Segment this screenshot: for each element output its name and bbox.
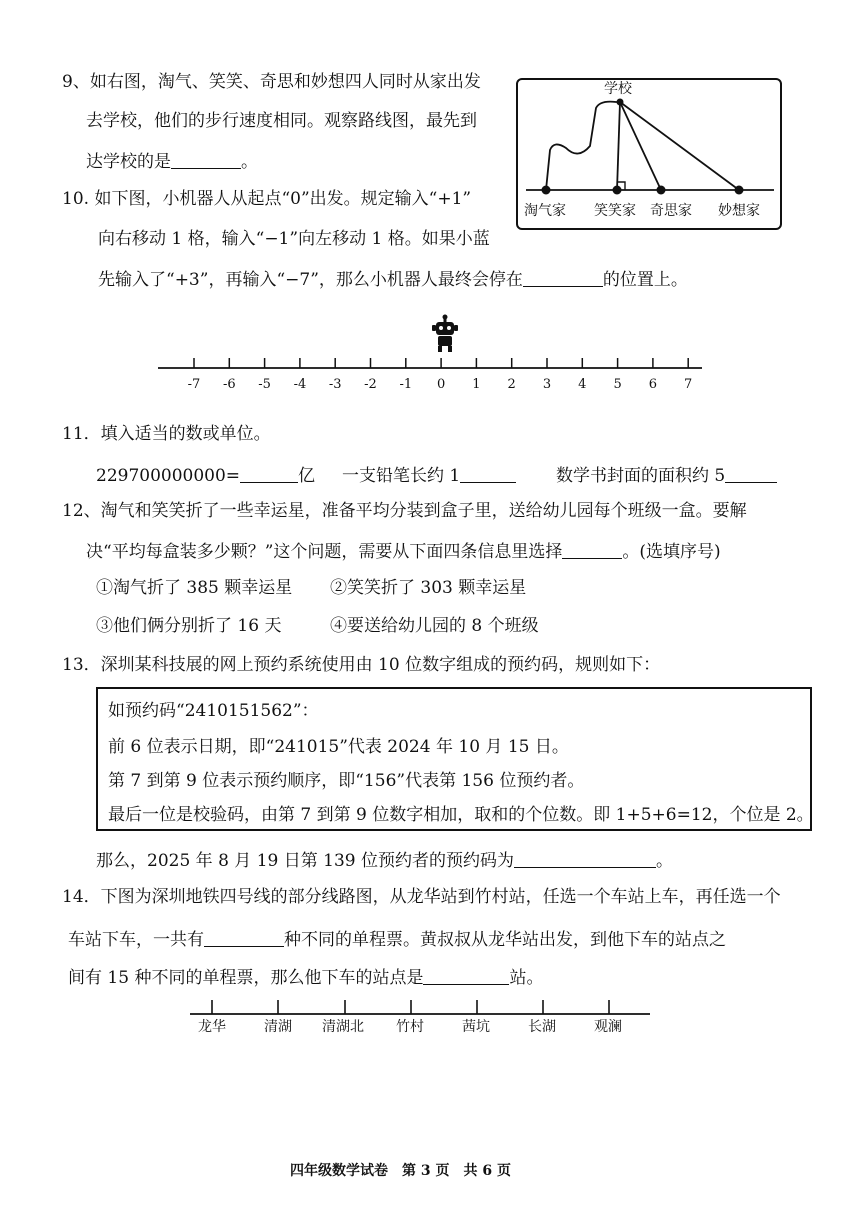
- subway-line: [0, 998, 867, 1018]
- number-line-tick-label: -7: [187, 377, 201, 392]
- q13-box-line4: 最后一位是校验码，由第 7 到第 9 位数字相加，取和的个位数。即 1+5+6=12，个位是 2。: [108, 805, 814, 825]
- q10-line3: 先输入了“+3”，再输入“−7”，那么小机器人最终会停在 的位置上。: [98, 270, 688, 290]
- number-line-tick-label: -6: [222, 377, 236, 392]
- number-line-tick-label: 1: [472, 377, 481, 392]
- q14-blank2[interactable]: [423, 968, 509, 985]
- q12-line1: 12、淘气和笑笑折了一些幸运星，准备平均分装到盒子里，送给幼儿园每个班级一盒。要解: [62, 501, 747, 521]
- station-qinghubei: 清湖北: [322, 1019, 364, 1035]
- q13-box-line2: 前 6 位表示日期，即“241015”代表 2024 年 10 月 15 日。: [108, 737, 569, 757]
- q11-item3: 数学书封面的面积约 5: [556, 466, 777, 485]
- q12-option4: ④要送给幼儿园的 8 个班级: [330, 616, 539, 636]
- q11-item2: 一支铅笔长约 1: [342, 466, 516, 485]
- station-guanlan: 观澜: [594, 1019, 622, 1035]
- q12-answer-blank[interactable]: [562, 542, 622, 559]
- number-line-tick-label: -4: [293, 377, 307, 392]
- q11-blank3[interactable]: [725, 466, 777, 483]
- q11-blank1[interactable]: [240, 466, 298, 483]
- home-label-taoqi: 淘气家: [524, 203, 566, 219]
- q10-answer-blank[interactable]: [523, 270, 603, 287]
- number-line-tick-label: 0: [436, 377, 446, 392]
- number-line-tick-label: 7: [684, 377, 693, 392]
- number-line-tick-label: -1: [399, 377, 413, 392]
- q11-blank2[interactable]: [460, 466, 516, 483]
- q13-rule-box: [96, 687, 812, 831]
- page-footer: 四年级数学试卷 第 3 页 共 6 页: [290, 1163, 511, 1179]
- q13-line1: 13．深圳某科技展的网上预约系统使用由 10 位数字组成的预约码，规则如下：: [62, 655, 661, 675]
- q11-item1: 229700000000= 亿: [96, 466, 316, 486]
- q10-line1: 10. 如下图，小机器人从起点“0”出发。规定输入“+1”: [62, 189, 472, 209]
- number-line-tick-label: 4: [578, 377, 587, 392]
- station-zhucun: 竹村: [396, 1019, 424, 1035]
- q14-blank1[interactable]: [204, 930, 284, 947]
- q12-option1: ①淘气折了 385 颗幸运星: [96, 578, 293, 598]
- number-line-tick-label: 5: [613, 377, 622, 392]
- q14-line1: 14．下图为深圳地铁四号线的部分线路图，从龙华站到竹村站，任选一个车站上车，再任选一个: [62, 887, 781, 907]
- q14-line3: 间有 15 种不同的单程票，那么他下车的站点是 站。: [68, 968, 544, 988]
- q14-line2: 车站下车，一共有 种不同的单程票。黄叔叔从龙华站出发，到他下车的站点之: [68, 930, 726, 950]
- number-line-tick-label: -2: [364, 377, 377, 392]
- home-label-xiaoxiao: 笑笑家: [594, 203, 636, 219]
- number-line-tick-label: -5: [258, 377, 271, 392]
- q13-answer-blank[interactable]: [514, 851, 656, 868]
- number-line-tick-label: 2: [507, 377, 516, 392]
- number-line-tick-label: 6: [648, 377, 658, 392]
- route-diagram: [516, 78, 782, 230]
- station-changhu: 长湖: [528, 1019, 556, 1035]
- home-label-miaoxiang: 妙想家: [718, 203, 760, 219]
- q13-box-line1: 如预约码“2410151562”：: [108, 701, 319, 721]
- q13-box-line3: 第 7 到第 9 位表示预约顺序，即“156”代表第 156 位预约者。: [108, 771, 585, 791]
- station-qinghu: 清湖: [264, 1019, 292, 1035]
- q12-option3: ③他们俩分别折了 16 天: [96, 616, 282, 636]
- q9-line1: 9、如右图，淘气、笑笑、奇思和妙想四人同时从家出发: [62, 72, 481, 92]
- q10-line2: 向右移动 1 格，输入“−1”向左移动 1 格。如果小蓝: [98, 229, 490, 249]
- station-longhua: 龙华: [198, 1019, 226, 1035]
- q13-question: 那么，2025 年 8 月 19 日第 139 位预约者的预约码为 。: [96, 851, 673, 871]
- number-line-tick-label: -3: [328, 377, 342, 392]
- school-label: 学校: [604, 81, 632, 97]
- q9-line2: 去学校，他们的步行速度相同。观察路线图，最先到: [86, 111, 477, 131]
- q9-line3: 达学校的是 。: [86, 152, 258, 172]
- number-line: [0, 350, 867, 390]
- robot-icon: [430, 313, 460, 353]
- q12-option2: ②笑笑折了 303 颗幸运星: [330, 578, 527, 598]
- station-qiankeng: 茜坑: [462, 1019, 490, 1035]
- q9-answer-blank[interactable]: [171, 152, 241, 169]
- number-line-tick-label: 3: [542, 377, 552, 392]
- q11-title: 11．填入适当的数或单位。: [62, 424, 271, 444]
- q12-line2: 决“平均每盒装多少颗？”这个问题，需要从下面四条信息里选择 。(选填序号): [86, 542, 721, 562]
- home-label-qisi: 奇思家: [650, 203, 692, 219]
